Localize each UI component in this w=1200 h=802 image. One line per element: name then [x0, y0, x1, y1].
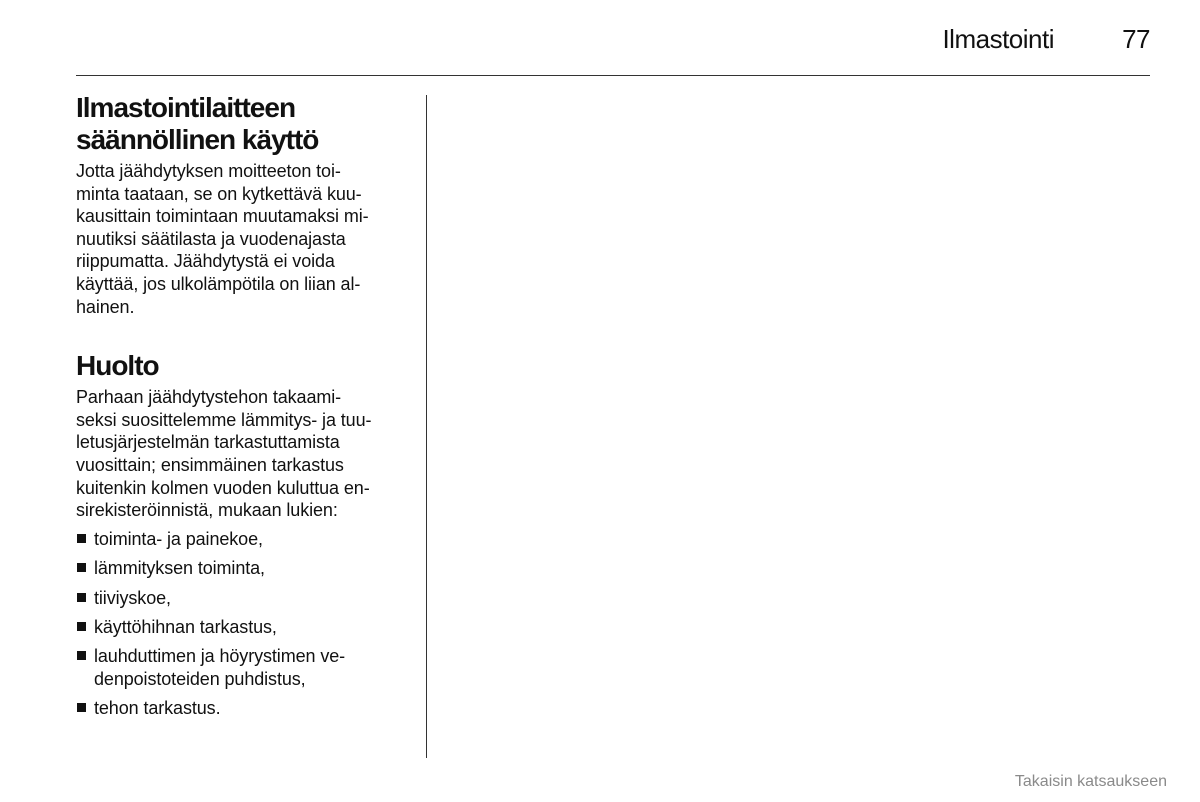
list-item — [76, 528, 416, 551]
heading-regular-use — [76, 92, 416, 156]
square-bullet-icon — [77, 593, 86, 602]
section-title: Ilmastointi — [942, 24, 1054, 54]
list-item — [76, 697, 416, 720]
text-line: hainen. — [76, 296, 135, 317]
heading-line: Ilmastointilaitteen — [76, 92, 296, 123]
list-item-text: toiminta- ja painekoe, — [94, 528, 263, 549]
text-line: letusjärjestelmän tarkastuttamista — [76, 432, 340, 453]
text-line: käyttää, jos ulkolämpötila on liian al- — [76, 273, 361, 294]
list-item-text: tiiviyskoe, — [94, 587, 171, 608]
back-to-overview-link[interactable]: Takaisin katsaukseen — [1014, 773, 1167, 790]
header-divider — [76, 75, 1150, 76]
list-item-text: lämmityksen toiminta, — [94, 558, 265, 579]
heading-line: säännöllinen käyttö — [76, 124, 319, 155]
paragraph-maintenance — [76, 386, 416, 522]
text-line: minta taataan, se on kytkettävä kuu- — [76, 183, 362, 204]
list-item-text: lauhduttimen ja höyrystimen ve- — [94, 646, 346, 667]
list-item — [76, 587, 416, 610]
text-line: riippumatta. Jäähdytystä ei voida — [76, 251, 335, 272]
text-line: kuitenkin kolmen vuoden kuluttua en- — [76, 477, 370, 498]
maintenance-list — [76, 528, 416, 720]
text-line: Parhaan jäähdytystehon takaami- — [76, 387, 342, 408]
square-bullet-icon — [77, 563, 86, 572]
text-line: kausittain toimintaan muutamaksi mi- — [76, 206, 369, 227]
text-line: seksi suosittelemme lämmitys- ja tuu- — [76, 409, 372, 430]
list-item — [76, 616, 416, 639]
text-line: Jotta jäähdytyksen moitteeton toi- — [76, 161, 341, 181]
list-item-text: denpoistoteiden puhdistus, — [94, 668, 306, 689]
left-column — [76, 92, 416, 727]
paragraph-regular-use — [76, 160, 416, 318]
text-line: nuutiksi säätilasta ja vuodenajasta — [76, 228, 346, 249]
page-header — [76, 24, 1150, 54]
square-bullet-icon — [77, 534, 86, 543]
list-item — [76, 645, 416, 690]
heading-maintenance: Huolto — [76, 350, 159, 382]
square-bullet-icon — [77, 651, 86, 660]
list-item — [76, 557, 416, 580]
square-bullet-icon — [77, 622, 86, 631]
list-item-text: tehon tarkastus. — [94, 698, 221, 719]
column-divider — [426, 95, 427, 758]
text-line: vuosittain; ensimmäinen tarkastus — [76, 454, 344, 475]
page-number: 77 — [1122, 24, 1150, 54]
list-item-text: käyttöhihnan tarkastus, — [94, 616, 277, 637]
square-bullet-icon — [77, 703, 86, 712]
text-line: sirekisteröinnistä, mukaan lukien: — [76, 500, 338, 521]
